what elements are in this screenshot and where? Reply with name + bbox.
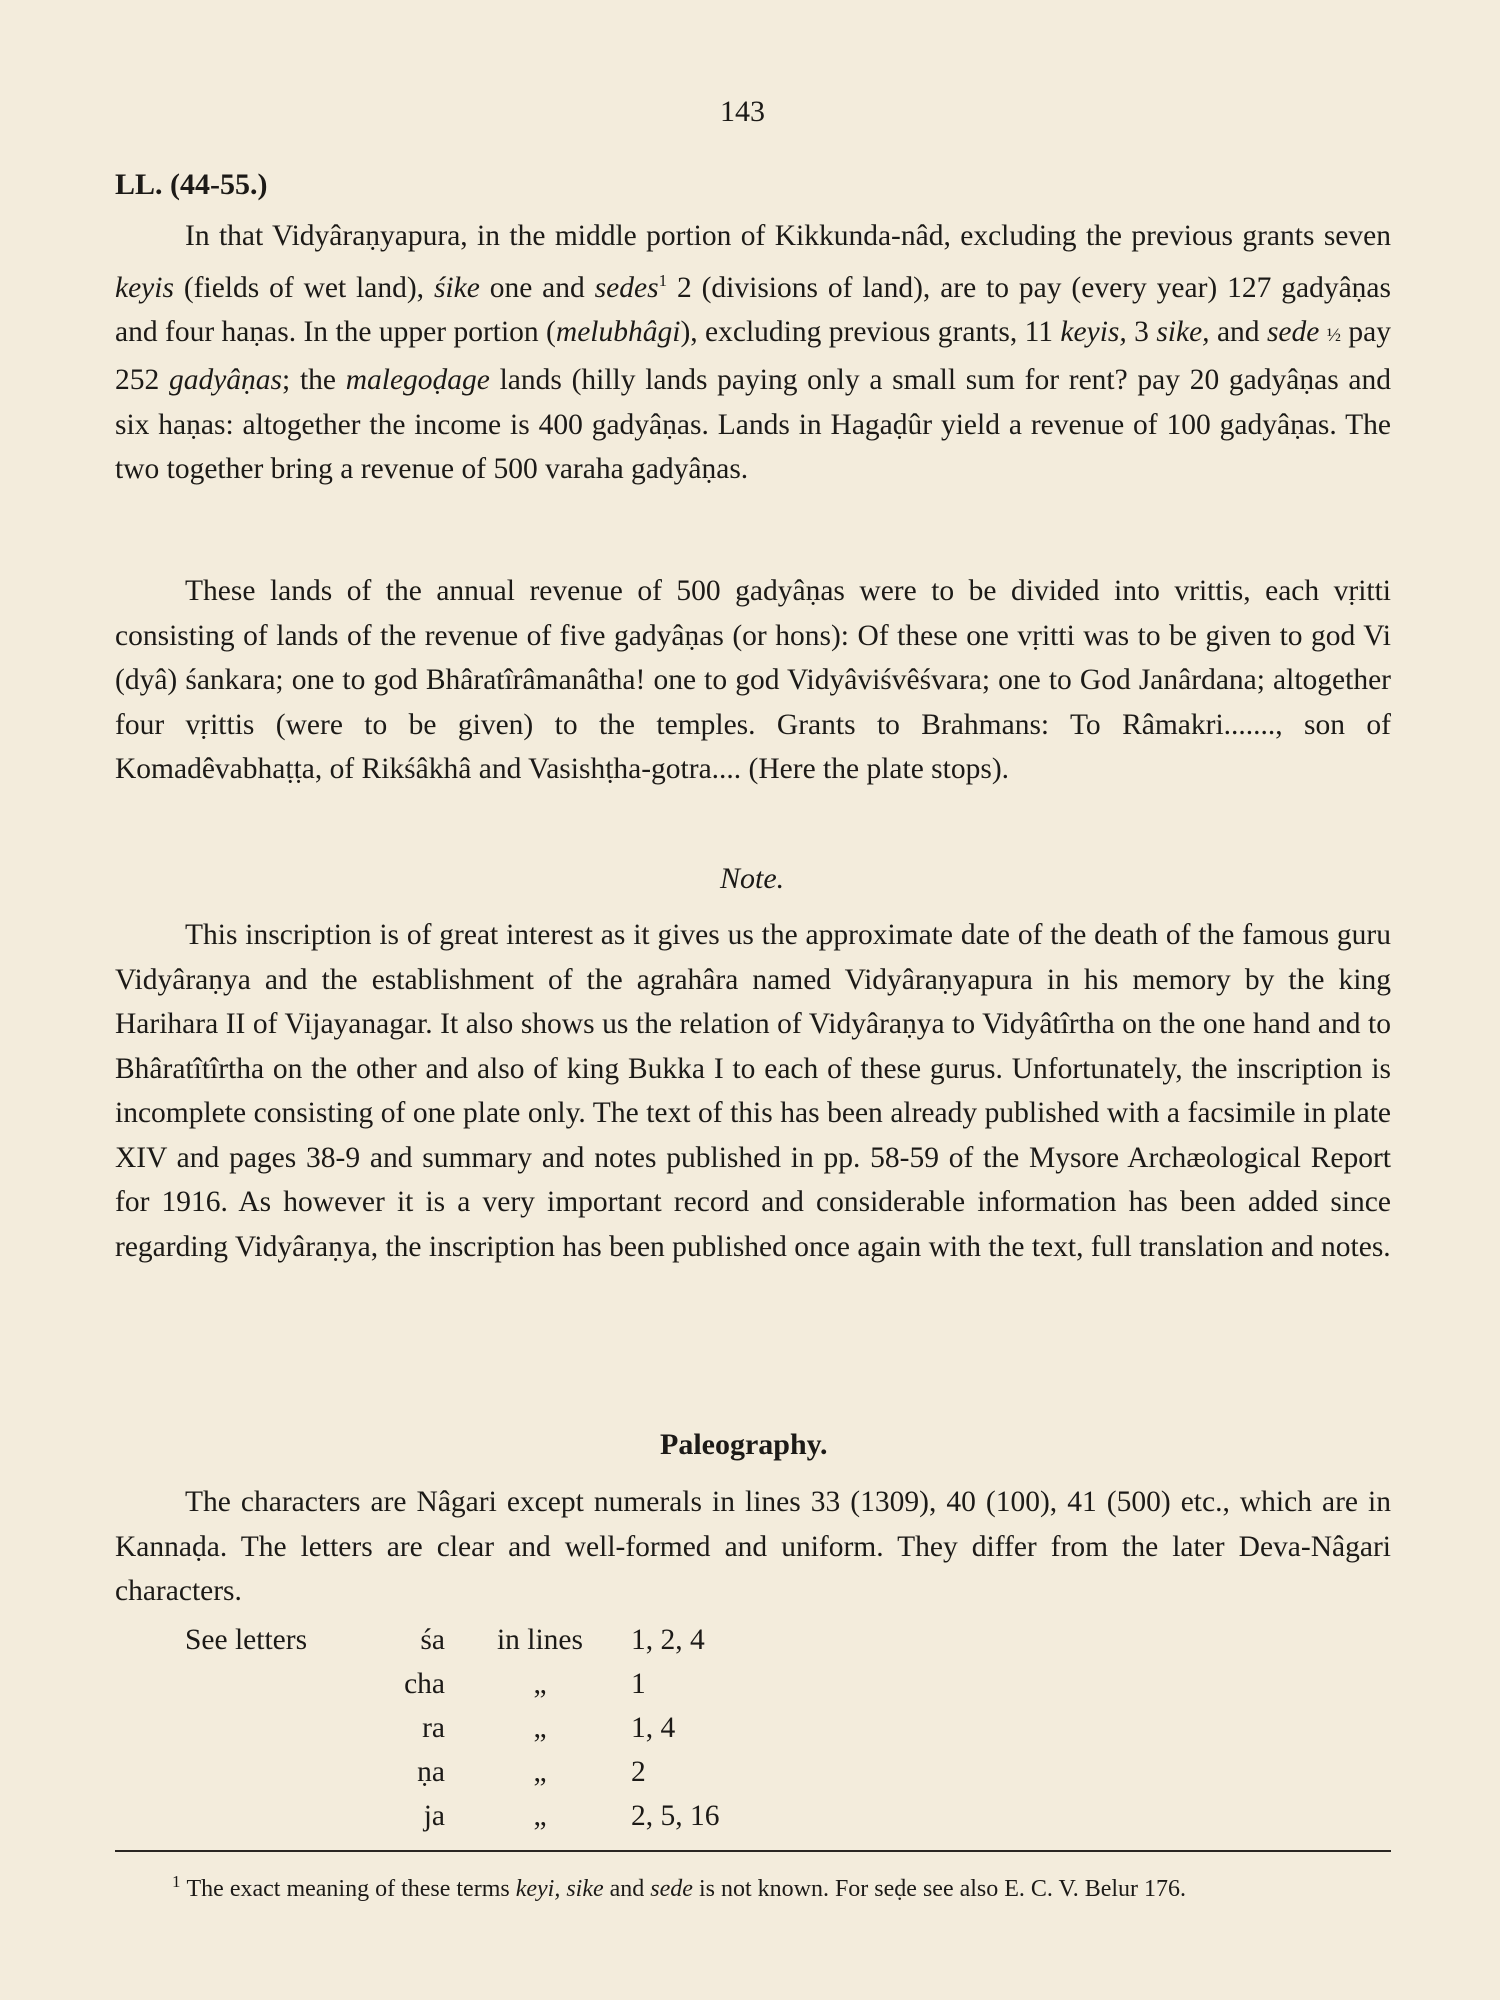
translation-paragraph-1: In that Vidyâraṇyapura, in the middle portion of Kikkunda-nâd, excluding the previous grants seven keyis (fields of wet land), śike one and sedes$^1$ 2 (divisions of land), are to pay (every year) 127 gadyâṇas and four haṇas. In the upper portion (melubhâgi), excluding previous grants, 11 keyis, 3 sike, and sede ½ pay 252 gadyâṇas; the malegoḍage lands (hilly lands paying only a small sum for rent? pay 20 gadyâṇas and six haṇas: altogether the income is 400 gadyâṇas. Lands in Hagaḍûr yield a revenue of 100 gadyâṇas. The two together bring a revenue of 500 varaha gadyâṇas.: [115, 220, 1392, 486]
translation-paragraph-2: These lands of the annual revenue of 500 gadyâṇas were to be divided into vrittis, each vṛitti consisting of lands of the revenue of five gadyâṇas (or hons): Of these one vṛitti was to be given to god Vi (dyâ) śankara; one to god Bhâratîrâmanâtha! one to god Vidyâviśvêśvara; one to God Janârdana; altogether four vṛittis (were to be given) to the temples. Grants to Brahmans: To Râmakri......., son of Komadêvabhaṭṭa, of Rikśâkhâ and Vasishṭha-gotra.... (Here the plate stops).: [115, 575, 1391, 785]
note-heading: Note.: [720, 862, 785, 895]
page-number: 143: [720, 95, 765, 128]
footnote: $^1$ The exact meaning of these terms keyi, sike and sede is not known. For seḍe see also E. C. V. Belur 176.: [172, 1872, 1187, 1902]
footnote-marker: 1: [172, 1872, 181, 1891]
paleography-paragraph: The characters are Nâgari except numerals in lines 33 (1309), 40 (100), 41 (500) etc., which are in Kannaḍa. The letters are clear and well-formed and uniform. They differ from the later Deva-Nâgari characters.: [115, 1486, 1391, 1607]
footnote-ref[interactable]: 1: [658, 270, 668, 290]
paleography-heading: Paleography.: [660, 1428, 828, 1461]
section-heading: LL. (44-55.): [115, 168, 268, 201]
note-paragraph: This inscription is of great interest as it gives us the approximate date of the death of the famous guru Vidyâraṇya and the establishment of the agrahâra named Vidyâraṇyapura in his memory by the king Harihara II of Vijayanagar. It also shows us the relation of Vidyâraṇya to Vidyâtîrtha on the one hand and to Bhâratîtîrtha on the other and also of king Bukka I to each of these gurus. Unfortunately, the inscription is incomplete consisting of one plate only. The text of this has been already published with a facsimile in plate XIV and pages 38-9 and summary and notes published in pp. 58-59 of the Mysore Archæological Report for 1916. As however it is a very important record and considerable information has been added since regarding Vidyâraṇya, the inscription has been published once again with the text, full translation and notes.: [115, 919, 1391, 1263]
footnote-divider: [115, 1850, 1391, 1852]
